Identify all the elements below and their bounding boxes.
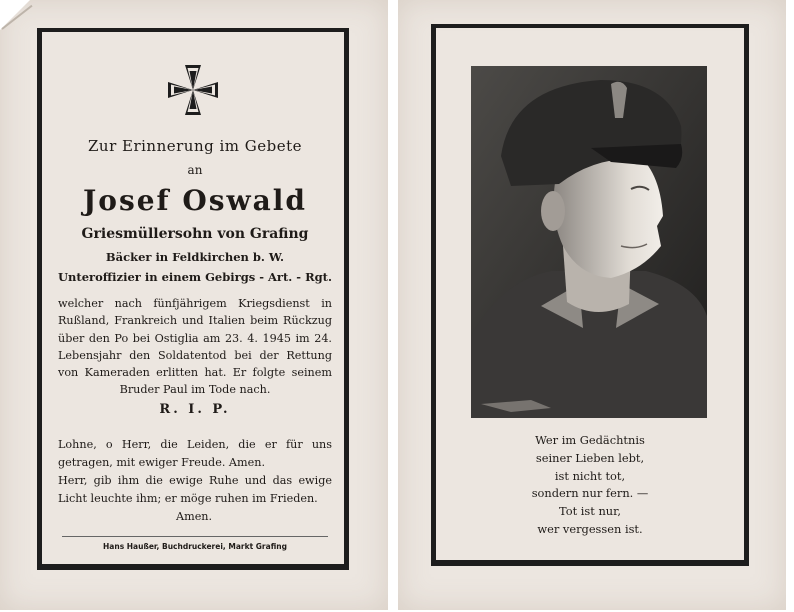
frame-bottom	[431, 560, 749, 566]
frame-right	[744, 24, 749, 566]
soldier-portrait-photo	[471, 66, 707, 418]
poem-line: sondern nur fern. —	[531, 486, 649, 501]
iron-cross-icon	[166, 63, 220, 117]
biography-text: welcher nach fünfjährigem Kriegsdienst in Rußland, Frankreich und Italien beim Rückzug über den Po bei Ostiglia am 23. 4. 1945 im 24. Lebensjahr den Soldatentod bei der Rettung von Kameraden erlitten hat. Er folgte seinem Bruder Paul im Tode nach.	[58, 297, 332, 397]
memorial-card-front	[0, 0, 388, 610]
prayer-1: Lohne, o Herr, die Leiden, die er für uns getragen, mit ewiger Freude. Amen.	[58, 438, 332, 469]
family-origin: Griesmüllersohn von Grafing	[81, 226, 309, 242]
occupation: Bäcker in Feldkirchen b. W.	[105, 250, 285, 264]
deceased-name: Josef Oswald	[83, 184, 307, 217]
preposition: an	[187, 163, 203, 177]
prayer-2: Herr, gib ihm die ewige Ruhe und das ewige Licht leuchte ihm; er möge ruhen im Frieden.	[58, 474, 332, 505]
poem-line: seiner Lieben lebt,	[535, 450, 645, 465]
frame-right	[344, 28, 349, 570]
memorial-heading: Zur Erinnerung im Gebete	[87, 137, 303, 155]
printer-credit: Hans Haußer, Buchdruckerei, Markt Grafing	[103, 542, 287, 551]
frame-top	[37, 28, 349, 32]
poem-line: Tot ist nur,	[559, 504, 621, 519]
poem-line: ist nicht tot,	[554, 468, 626, 483]
prayer-2-amen: Amen.	[176, 510, 213, 523]
frame-left	[431, 24, 436, 566]
poem-line: wer vergessen ist.	[537, 521, 643, 536]
frame-bottom	[37, 564, 349, 570]
memorial-card-back	[398, 0, 786, 610]
poem-line: Wer im Gedächtnis	[535, 433, 645, 447]
memorial-poem	[458, 432, 722, 539]
rip-text: R. I. P.	[159, 402, 231, 417]
frame-top	[431, 24, 749, 28]
divider	[62, 536, 328, 537]
frame-left	[37, 28, 42, 570]
military-rank: Unteroffizier in einem Gebirgs - Art. - Rgt.	[58, 270, 332, 284]
